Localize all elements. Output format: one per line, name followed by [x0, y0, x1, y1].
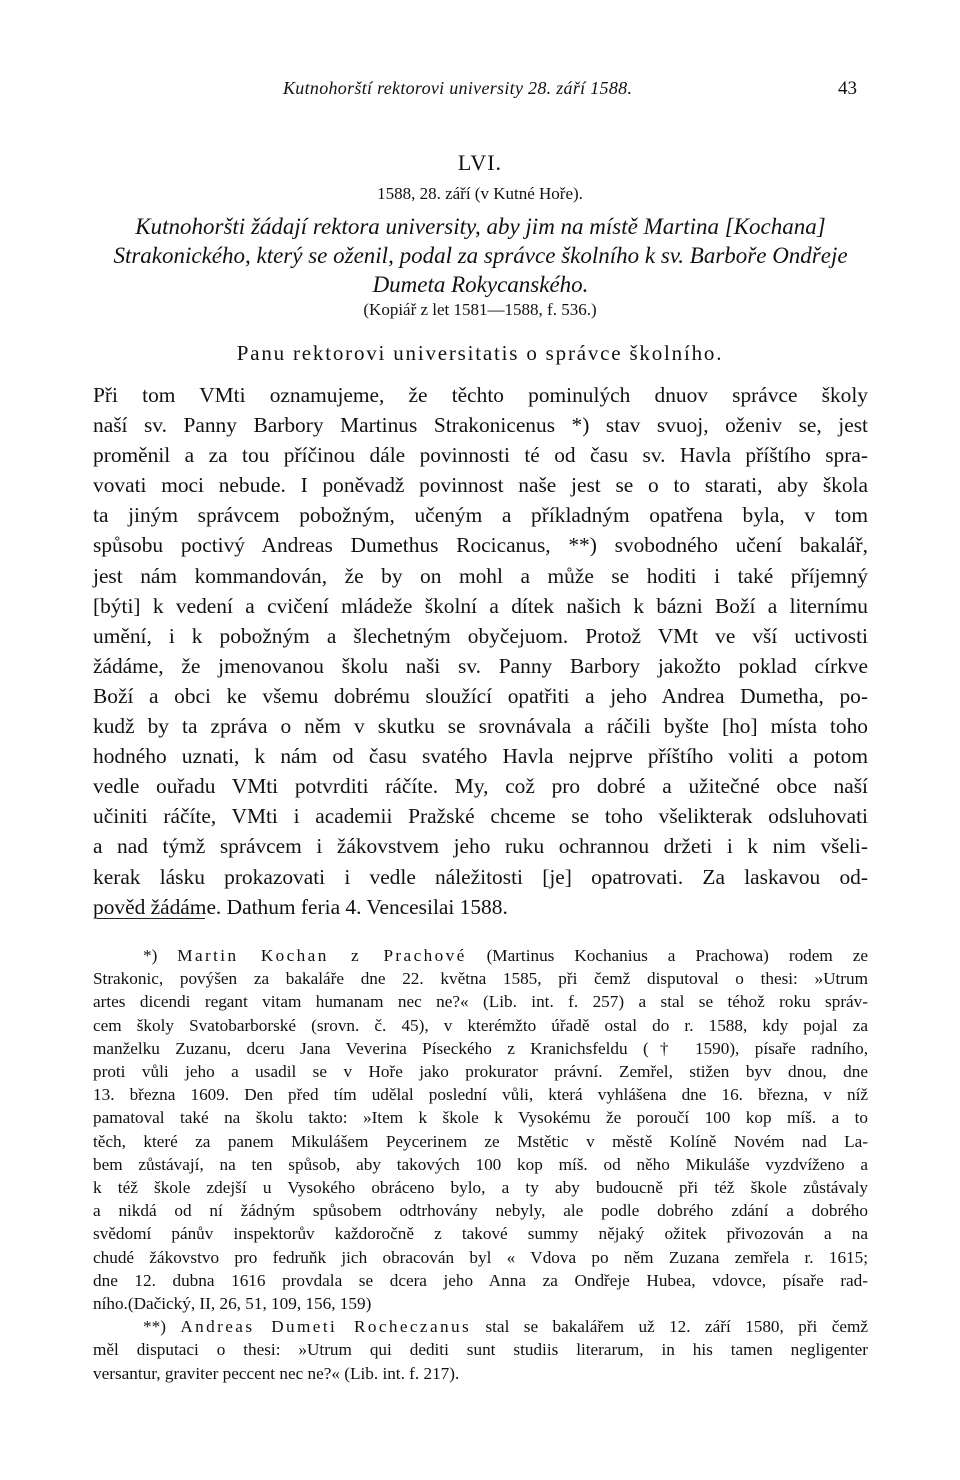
body-line: a nad týmž správcem i žákovstvem jeho ruku ochrannou držeti i k nim všeli-	[93, 834, 868, 859]
footnote-1-first-line	[93, 944, 868, 967]
body-line: kudž by ta zpráva o něm v skutku se srovnávala a ráčili byšte [ho] místa toho	[93, 714, 868, 739]
body-line: spůsobu poctivý Andreas Dumethus Rocicanus, **) svobodného učení bakalář,	[93, 533, 868, 558]
body-line: učiniti ráčíte, VMti i academii Pražské chceme se toho všelikterak odsluhovati	[93, 804, 868, 829]
regest	[93, 212, 868, 299]
footnote-1-name: Martin Kochan z Prachové	[177, 946, 467, 965]
footnote-line: měl disputaci o thesi: »Utrum qui dediti sunt studiis literarum, in his tamen negligenter	[93, 1340, 868, 1360]
footnote-line: chudé žákovstvo pro fedruňk jich obracován byl « Vdova po něm Zuzana zemřela r. 1615;	[93, 1247, 868, 1267]
body-line: žádáme, že jmenovanou školu naši sv. Panny Barbory jakožto poklad církve	[93, 653, 868, 678]
footnote-2-name: Andreas Dumeti Rocheczanus	[180, 1317, 472, 1337]
footnote-1-marker: *)	[143, 946, 158, 965]
footnote-2-marker: **)	[143, 1317, 166, 1337]
footnote-line: proti vůli jeho a usadil se v Hoře jako prokurator právní. Zemřel, stižen byv dnou, dne	[93, 1062, 868, 1082]
footnote-line: Strakonic, povýšen za bakaláře dne 22. května 1585, při čemž disputoval o thesi: »Utrum	[93, 969, 868, 989]
body-line: Při tom VMti oznamujeme, že těchto pominulých dnuov správce školy	[93, 383, 868, 407]
body-line: jest nám kommandován, že by on mohl a může se hoditi i také příjemný	[93, 563, 868, 588]
footnote-line: (Martinus Kochanius a Prachowa) rodem ze	[466, 946, 868, 965]
body-line: vovati moci nebude. I poněvadž povinnost naše jest se o to starati, aby škola	[93, 473, 868, 498]
source-reference: (Kopiář z let 1581—1588, f. 536.)	[363, 300, 597, 319]
footnote-divider	[97, 918, 205, 919]
letter-address: Panu rektorovi universitatis o správce školního.	[236, 341, 724, 365]
footnote-line: k též škole zdejší u Vysokého obráceno bylo, a ty aby budoucně při též škole zůstávaly	[93, 1178, 868, 1198]
footnote-line: a nikdá od ní žádným spůsobem odtrhovány nebyly, ale podle dobrého zdání a dobrého	[93, 1201, 868, 1221]
running-head-title: Kutnohorští rektorovi university 28. září 1588.	[283, 78, 633, 98]
footnote-line: dne 12. dubna 1616 provdala se dcera jeho Anna za Ondřeje Hubea, vdovce, písaře rad-	[93, 1270, 868, 1290]
footnote-line: artes dicendi regant vitam humanam nec ne?« (Lib. int. f. 257) a stal se téhož roku správ-	[93, 992, 868, 1012]
body-line: naší sv. Panny Barbory Martinus Strakonicenus *) stav svuoj, oženiv se, jest	[93, 413, 868, 438]
body-line: hodného uznati, k nám od času svatého Havla nejprve příštího voliti a potom	[93, 744, 868, 769]
footnote-2-first-line	[93, 1315, 868, 1338]
body-line: umění, i k pobožným a šlechetným obyčejuom. Protož VMt ve vší uctivosti	[93, 623, 868, 648]
footnote-line: cem školy Svatobarborské (srovn. č. 45), v kterémžto úřadě ostal do r. 1588, kdy pojal za	[93, 1015, 868, 1035]
page-number: 43	[838, 78, 857, 99]
body-line: pověd žádáme. Dathum feria 4. Vencesilai 1588.	[93, 894, 508, 919]
footnote-line: versantur, graviter peccent nec ne?« (Lib. int. f. 217).	[93, 1363, 460, 1383]
document-date-place: 1588, 28. září (v Kutné Hoře).	[377, 184, 583, 203]
footnote-line: pamatoval také na školu takto: »Item k škole k Vysokému že poroučí 100 kop míš. a to	[93, 1108, 868, 1128]
footnotes	[93, 944, 868, 1385]
letter-body	[93, 380, 868, 922]
regest-line: Kutnohoršti žádají rektora university, aby jim na místě Martina [Kochana]	[135, 214, 826, 239]
footnote-line: 13. března 1609. Den před tím udělal poslední vůli, která vyhlášena dne 16. března, v níž	[93, 1085, 868, 1105]
footnote-line: manželku Zuzanu, dceru Jana Veverina Píseckého z Kranichsfeldu († 1590), písaře radního,	[93, 1038, 868, 1058]
footnote-line: bem zůstávají, na ten spůsob, aby takových 100 kop míš. od něho Mikuláše vyzdvíženo a	[93, 1154, 868, 1174]
footnote-line: těch, které za panem Mikulášem Peycerinem ze Mstětic v městě Kolíně Novém nad La-	[93, 1131, 868, 1151]
running-head	[0, 78, 960, 108]
footnote-line: stal se bakalářem už 12. září 1580, při čemž	[471, 1317, 868, 1337]
footnote-line: ního.(Dačický, II, 26, 51, 109, 156, 159)	[93, 1294, 372, 1314]
body-line: vedle ouřadu VMti potvrditi ráčíte. My, což pro dobré a užitečné obce naší	[93, 774, 868, 799]
body-line: Boží a obci ke všemu dobrému sloužící opatřiti a jeho Andrea Dumetha, po-	[93, 683, 868, 708]
document-number: LVI.	[457, 150, 503, 175]
body-line: [býti] k vedení a cvičení mládeže školní a dítek našich k bázni Boží a liternímu	[93, 593, 868, 618]
body-line: ta jiným správcem pobožným, učeným a příkladným opatřena byla, v tom	[93, 503, 868, 528]
body-line: proměnil a za tou příčinou dále povinnosti té od času sv. Havla příštího spra-	[93, 443, 868, 468]
regest-line: Dumeta Rokycanského.	[372, 272, 589, 297]
regest-line: Strakonického, který se oženil, podal za správce školního k sv. Barboře Ondřeje	[113, 243, 848, 268]
body-line: kerak lásku prokazovati i vedle náležitosti [je] opatrovati. Za laskavou od-	[93, 864, 868, 889]
footnote-line: svědomí pánův inspektorův každoročně z takové summy nějaký ožitek přivozován a na	[93, 1224, 868, 1244]
